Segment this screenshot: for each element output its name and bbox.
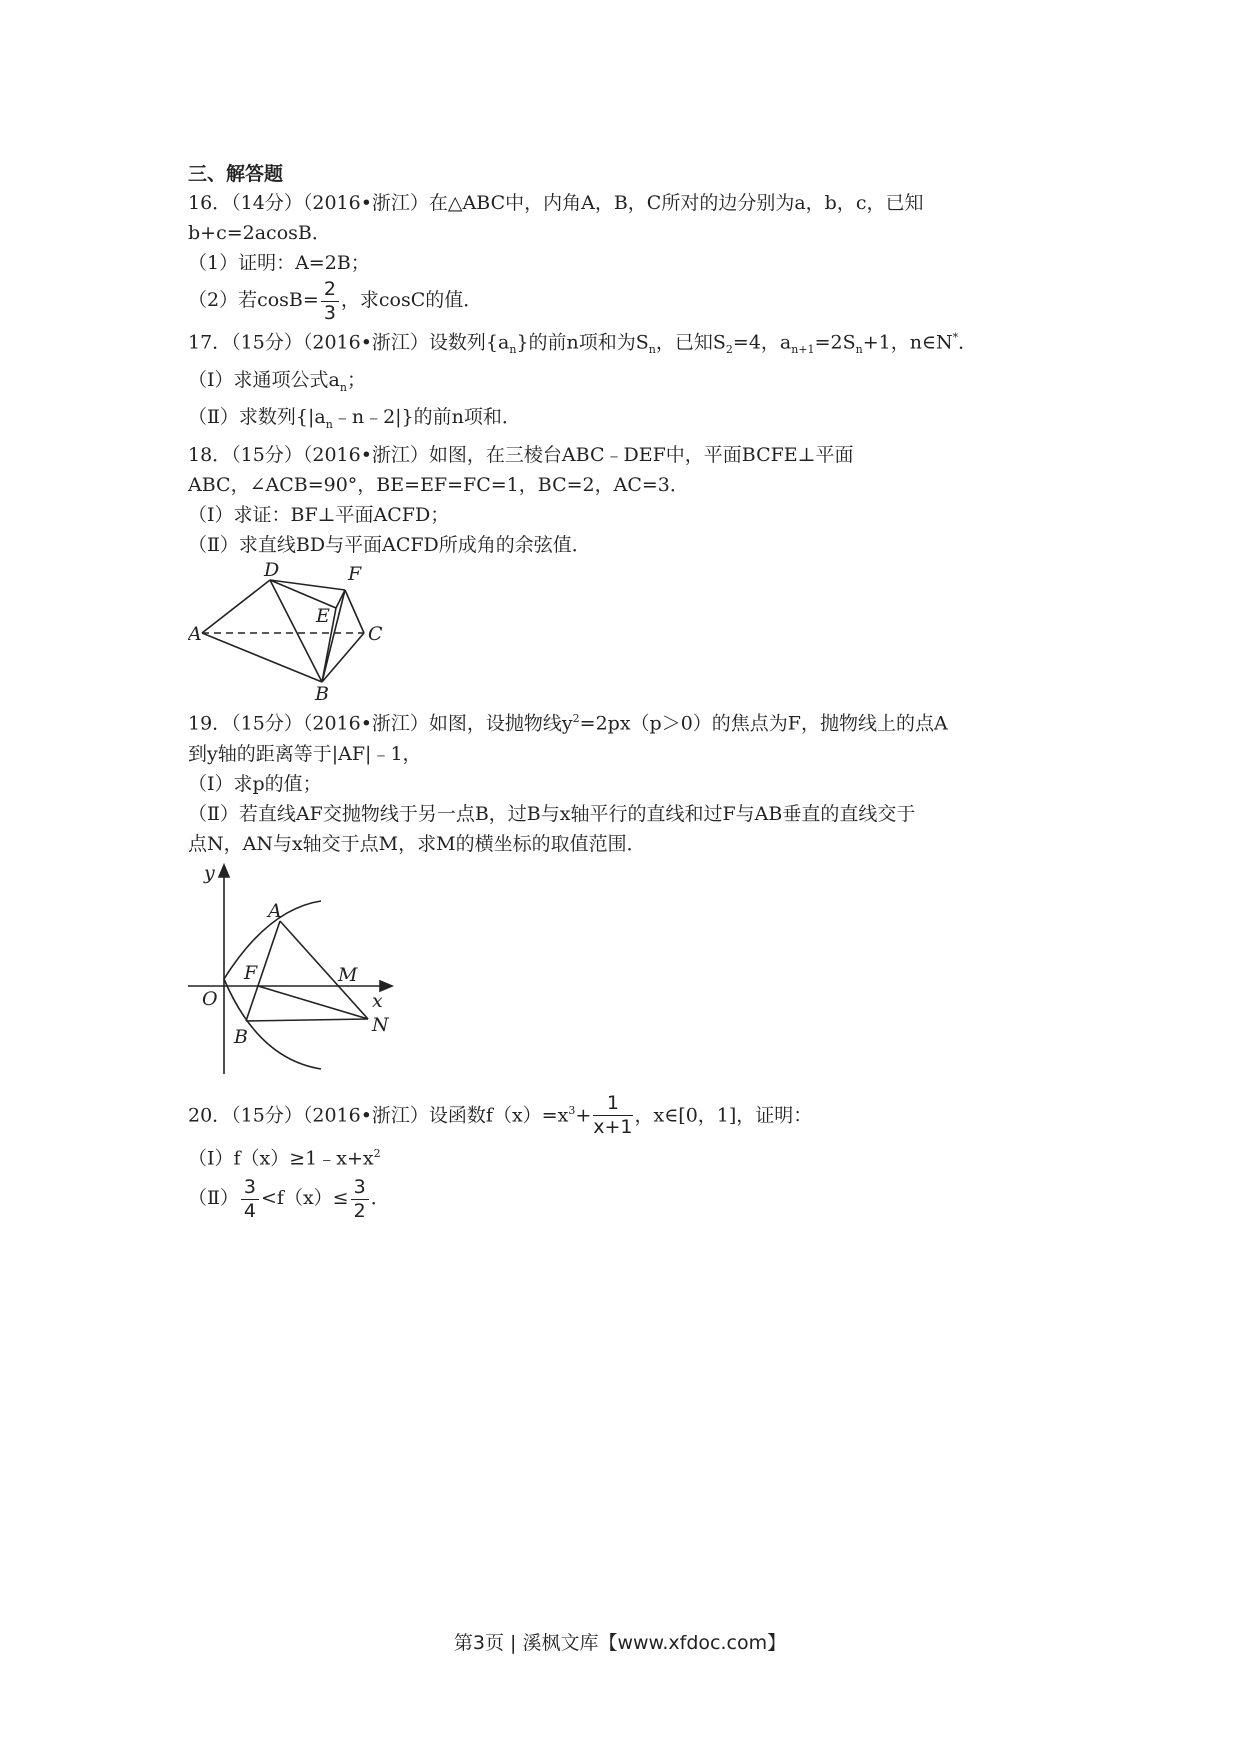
q20-fraction-1 bbox=[241, 1175, 259, 1222]
q17-text: 17．（15分）（2016•浙江）设数列{a bbox=[188, 330, 510, 353]
q16-frac-num: 2 bbox=[321, 280, 339, 302]
q20-part2-text: （Ⅱ） bbox=[188, 1187, 239, 1210]
q17-text: ，已知S bbox=[655, 330, 726, 353]
q20-part1-text: （Ⅰ）f（x）≥1﹣x+x bbox=[188, 1147, 374, 1170]
q20-text: ，x∈[0，1]，证明： bbox=[634, 1103, 813, 1126]
q20-frac1-num: 3 bbox=[241, 1178, 259, 1200]
label-B: B bbox=[234, 1025, 248, 1048]
question-17 bbox=[188, 323, 1068, 441]
label-F: F bbox=[348, 563, 362, 586]
q17-part1-text: ； bbox=[346, 368, 366, 391]
q20-stem bbox=[188, 1087, 1068, 1139]
q16-part2-pre: （2）若cosB= bbox=[188, 289, 319, 311]
q17-sub: 2 bbox=[725, 342, 733, 356]
q17-text: =4，a bbox=[732, 330, 792, 353]
q19-part2-line2: 点N，AN与x轴交于点M，求M的横坐标的取值范围． bbox=[188, 832, 646, 855]
q17-sub: n bbox=[509, 342, 517, 356]
q20-part2 bbox=[188, 1173, 1068, 1223]
q17-part2 bbox=[188, 402, 1068, 440]
label-A: A bbox=[188, 623, 202, 646]
label-D: D bbox=[264, 560, 280, 582]
q17-part1 bbox=[188, 365, 1068, 403]
q19-sup: 2 bbox=[572, 712, 580, 726]
q17-sub: n bbox=[648, 342, 656, 356]
q16-part2-post: ，求cosC的值． bbox=[340, 289, 483, 311]
y-axis-arrow-icon bbox=[219, 865, 229, 877]
edge-AD bbox=[202, 580, 270, 633]
q16-part2 bbox=[188, 278, 1068, 323]
q19-text: 19．（15分）（2016•浙江）如图，设抛物线y bbox=[188, 712, 573, 735]
label-x: x bbox=[372, 989, 383, 1012]
q20-sup: 3 bbox=[568, 1103, 576, 1117]
q20-frac-den: x+1 bbox=[593, 1116, 633, 1139]
q19-part2-line1: （Ⅱ）若直线AF交抛物线于另一点B，过B与x轴平行的直线和过F与AB垂直的直线交于 bbox=[188, 802, 916, 825]
question-16 bbox=[188, 188, 1068, 323]
label-O: O bbox=[202, 987, 218, 1010]
document-body bbox=[188, 160, 1068, 1223]
q20-part1-sup: 2 bbox=[373, 1146, 381, 1160]
label-A: A bbox=[268, 899, 282, 922]
label-B: B bbox=[315, 683, 329, 701]
q20-frac2-den: 2 bbox=[353, 1199, 366, 1222]
edge-DB bbox=[270, 580, 322, 682]
q18-frustum-figure bbox=[188, 560, 418, 700]
q17-sub: n bbox=[855, 342, 863, 356]
q16-fraction bbox=[321, 277, 339, 324]
q17-text: }的前n项和为S bbox=[516, 330, 649, 353]
q16-frac-den: 3 bbox=[323, 301, 336, 324]
q20-part2-text: ． bbox=[370, 1187, 390, 1210]
q20-text: 20．（15分）（2016•浙江）设函数f（x）=x bbox=[188, 1103, 569, 1126]
page-footer: 第3页 | 溪枫文库【www.xfdoc.com】 bbox=[453, 1632, 787, 1654]
label-C: C bbox=[368, 623, 383, 646]
question-19 bbox=[188, 704, 1068, 1078]
q17-part2-sub: n bbox=[325, 418, 333, 432]
q17-part2-text: ﹣n﹣2|}的前n项和． bbox=[332, 406, 521, 429]
q18-stem-line2: ABC，∠ACB=90°，BE=EF=FC=1，BC=2，AC=3． bbox=[188, 474, 689, 497]
q16-stem-line1: 16．（14分）（2016•浙江）在△ABC中，内角A，B，C所对的边分别为a，b，c，已知 bbox=[188, 192, 924, 214]
q16-stem-line2: b+c=2acosB． bbox=[188, 222, 331, 244]
q19-text: =2px（p＞0）的焦点为F，抛物线上的点A bbox=[579, 712, 948, 735]
line-BN bbox=[246, 1019, 368, 1021]
q17-text: +1，n∈N bbox=[862, 330, 953, 353]
q19-stem-line2: 到y轴的距离等于|AF|﹣1， bbox=[188, 742, 422, 765]
q17-text: =2S bbox=[814, 330, 856, 353]
q19-parabola-figure bbox=[188, 859, 428, 1079]
q20-frac-num: 1 bbox=[593, 1094, 632, 1116]
q17-part2-text: （Ⅱ）求数列{|a bbox=[188, 406, 326, 429]
q20-fraction-2 bbox=[351, 1175, 369, 1222]
q19-part1: （Ⅰ）求p的值； bbox=[188, 772, 322, 795]
q16-part1: （1）证明：A=2B； bbox=[188, 252, 370, 274]
q17-part1-text: （Ⅰ）求通项公式a bbox=[188, 368, 340, 391]
q20-fraction bbox=[593, 1094, 632, 1137]
question-20 bbox=[188, 1087, 1068, 1224]
label-y: y bbox=[204, 861, 215, 884]
q17-part1-sub: n bbox=[339, 380, 347, 394]
q17-sub: n+1 bbox=[791, 342, 815, 356]
label-E: E bbox=[316, 605, 330, 628]
label-F: F bbox=[244, 961, 258, 984]
label-M: M bbox=[338, 963, 358, 986]
q18-part2: （Ⅱ）求直线BD与平面ACFD所成角的余弦值． bbox=[188, 534, 591, 557]
line-FN bbox=[258, 986, 368, 1019]
q20-part2-text: <f（x）≤ bbox=[261, 1187, 349, 1210]
edge-AB bbox=[202, 633, 322, 682]
section-title: 三、解答题 bbox=[188, 163, 284, 185]
q20-frac1-den: 4 bbox=[243, 1199, 257, 1222]
q17-text: ． bbox=[958, 330, 978, 353]
question-18 bbox=[188, 440, 1068, 700]
q19-stem-line1 bbox=[188, 704, 1068, 738]
label-N: N bbox=[372, 1013, 389, 1036]
q20-frac2-num: 3 bbox=[351, 1178, 369, 1200]
q18-part1: （Ⅰ）求证：BF⊥平面ACFD； bbox=[188, 504, 450, 527]
q17-stem bbox=[188, 323, 1068, 365]
q20-part1 bbox=[188, 1139, 1068, 1173]
edge-FC bbox=[345, 590, 364, 633]
q17-sup: * bbox=[952, 330, 959, 344]
q20-text: + bbox=[575, 1103, 592, 1126]
q18-stem-line1: 18．（15分）（2016•浙江）如图，在三棱台ABC﹣DEF中，平面BCFE⊥平面 bbox=[188, 444, 854, 467]
